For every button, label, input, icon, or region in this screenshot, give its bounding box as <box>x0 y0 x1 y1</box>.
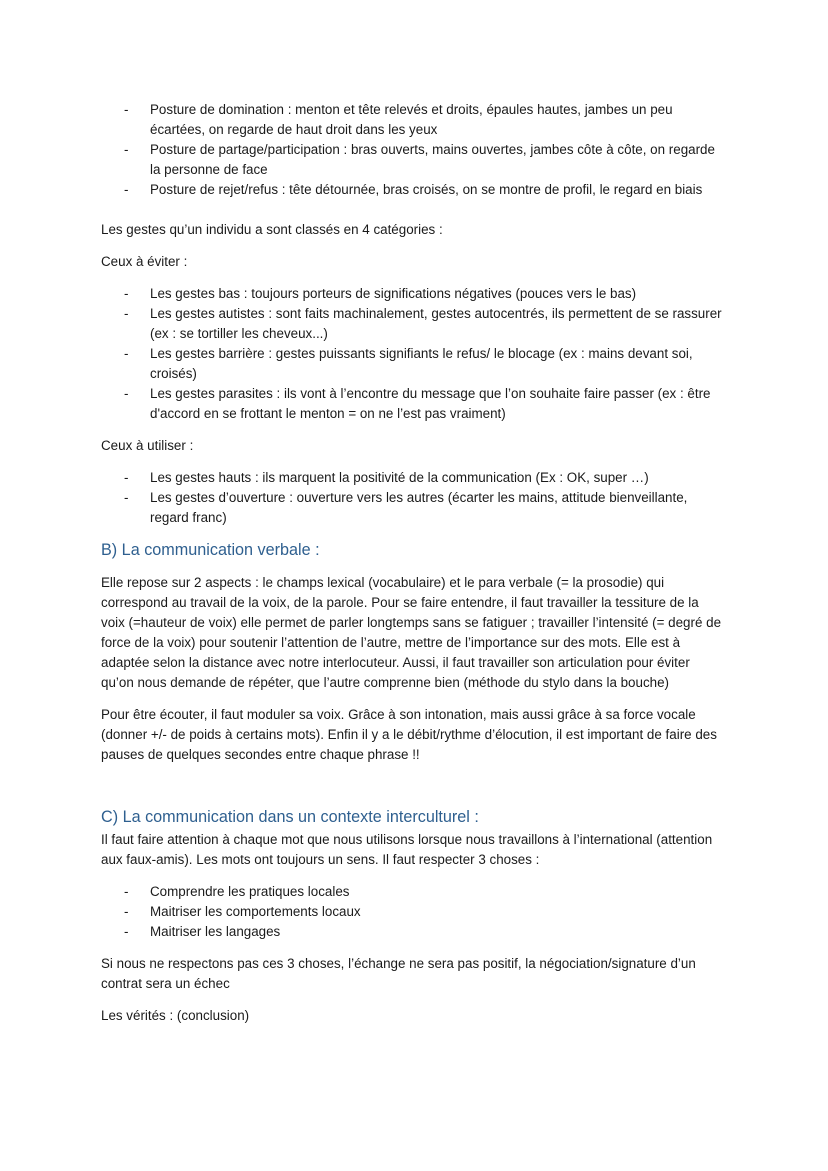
posture-list <box>101 100 726 200</box>
eviter-label: Ceux à éviter : <box>101 254 188 269</box>
section-heading-c: C) La communication dans un contexte interculturel : <box>101 808 479 826</box>
list-item: - Les gestes hauts : ils marquent la positivité de la communication (Ex : OK, super …) <box>150 468 726 488</box>
list-item: - Les gestes parasites : ils vont à l’encontre du message que l’on souhaite faire passer (ex : être d'accord en se frottant le menton = on ne l’est pas vraiment) <box>150 384 726 424</box>
utiliser-label: Ceux à utiliser : <box>101 438 194 453</box>
paragraph: Il faut faire attention à chaque mot que nous utilisons lorsque nous travaillons à l’international (attention aux faux-amis). Les mots ont toujours un sens. Il faut respecter 3 choses : <box>101 832 713 867</box>
list-item: - Posture de rejet/refus : tête détournée, bras croisés, on se montre de profil, le regard en biais <box>150 180 726 200</box>
list-item: - Les gestes barrière : gestes puissants signifiants le refus/ le blocage (ex : mains devant soi, croisés) <box>150 344 726 384</box>
paragraph: Pour être écouter, il faut moduler sa voix. Grâce à son intonation, mais aussi grâce à sa force vocale (donner +/- de poids à certains mots). Enfin il y a le débit/rythme d’élocution, il est important de faire des pauses de quelques secondes entre chaque phrase !! <box>101 707 717 762</box>
list-item: - Maitriser les langages <box>150 922 726 942</box>
list-item: - Les gestes bas : toujours porteurs de significations négatives (pouces vers le bas) <box>150 284 726 304</box>
list-item: - Posture de domination : menton et tête relevés et droits, épaules hautes, jambes un peu écartées, on regarde de haut droit dans les yeux <box>150 100 726 140</box>
list-item: - Les gestes autistes : sont faits machinalement, gestes autocentrés, ils permettent de se rassurer (ex : se tortiller les cheveux...) <box>150 304 726 344</box>
gestes-eviter-list <box>101 284 726 424</box>
list-item: - Comprendre les pratiques locales <box>150 882 726 902</box>
respect-list <box>101 882 726 942</box>
list-item: - Maitriser les comportements locaux <box>150 902 726 922</box>
section-heading-b: B) La communication verbale : <box>101 541 320 559</box>
list-item: - Les gestes d’ouverture : ouverture vers les autres (écarter les mains, attitude bienveillante, regard franc) <box>150 488 726 528</box>
gestes-utiliser-list <box>101 468 726 528</box>
conclusion-label: Les vérités : (conclusion) <box>101 1008 250 1023</box>
paragraph: Si nous ne respectons pas ces 3 choses, l’échange ne sera pas positif, la négociation/signature d’un contrat sera un échec <box>101 956 696 991</box>
gestes-intro: Les gestes qu’un individu a sont classés en 4 catégories : <box>101 222 443 237</box>
list-item: - Posture de partage/participation : bras ouverts, mains ouvertes, jambes côte à côte, on regarde la personne de face <box>150 140 726 180</box>
paragraph: Elle repose sur 2 aspects : le champs lexical (vocabulaire) et le para verbale (= la prosodie) qui correspond au travail de la voix, de la parole. Pour se faire entendre, il faut travailler la tessiture de la voix (=hauteur de voix) elle permet de parler longtemps sans se fatiguer ; travailler l’intensité (= degré de force de la voix) pour soutenir l’attention de l’autre, mettre de l’importance sur des mots. Elle est à adaptée selon la distance avec notre interlocuteur. Aussi, il faut travailler son articulation pour éviter qu’on nous demande de répéter, que l’autre comprenne bien (méthode du stylo dans la bouche) <box>101 575 722 690</box>
document-body <box>101 100 726 1026</box>
